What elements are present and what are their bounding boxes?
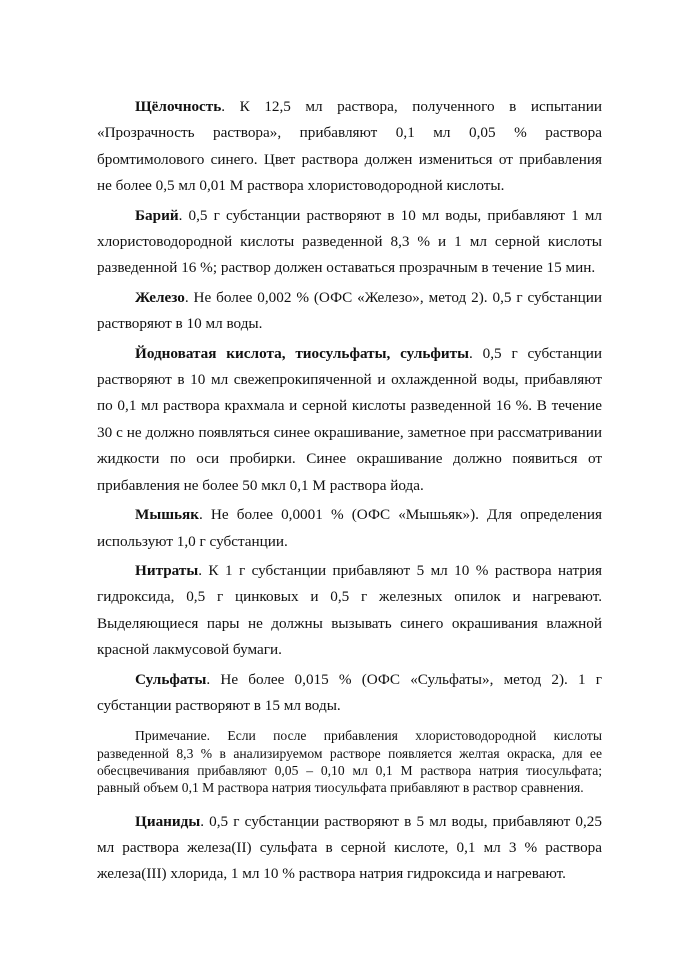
text-sulfates: . Не более 0,015 % (ОФС «Сульфаты», метод 2). 1 г субстанции растворяют в 15 мл воды. <box>97 670 602 714</box>
text-nitrates: . К 1 г субстанции прибавляют 5 мл 10 % раствора натрия гидроксида, 0,5 г цинковых и 0,5 г железных опилок и нагревают. Выделяющиеся пары не должны вызывать синего окрашивания влажной красной лакмусовой бумаги. <box>97 561 602 659</box>
paragraph-arsenic <box>97 502 602 555</box>
text-iodic-acid: . 0,5 г субстанции растворяют в 10 мл свежепрокипяченной и охлажденной воды, прибавляют по 0,1 мл раствора крахмала и серной кислоты разведенной 16 %. В течение 30 с не должно появляться синее окрашивание, заметное при рассматривании жидкости по оси пробирки. Синее окрашивание должно появиться от прибавления не более 50 мкл 0,1 М раствора йода. <box>97 344 602 494</box>
text-alkalinity: . К 12,5 мл раствора, полученного в испытании «Прозрачность раствора», прибавляют 0,1 мл 0,05 % раствора бромтимолового синего. Цвет раствора должен измениться от прибавления не более 0,5 мл 0,01 М раствора хлористоводородной кислоты. <box>97 98 602 195</box>
text-iron: . Не более 0,002 % (ОФС «Железо», метод 2). 0,5 г субстанции растворяют в 10 мл воды. <box>97 288 602 333</box>
heading-sulfates: Сульфаты <box>135 670 207 688</box>
note-paragraph: Примечание. Если после прибавления хлористоводородной кислоты разведенной 8,3 % в анализируемом растворе появляется желтая окраска, для ее обесцвечивания прибавляют 0,05 – 0,10 мл 0,1 М раствора натрия тиосульфата; равный объем 0,1 М раствора натрия тиосульфата прибавляют в раствор сравнения. <box>97 728 602 796</box>
heading-iodic-acid: Йодноватая кислота, тиосульфаты, сульфиты <box>135 344 469 362</box>
text-barium: . 0,5 г субстанции растворяют в 10 мл воды, прибавляют 1 мл хлористоводородной кислоты разведенной 8,3 % и 1 мл серной кислоты разведенной 16 %; раствор должен оставаться прозрачным в течение 15 мин. <box>97 206 602 277</box>
heading-iron: Железо <box>135 288 185 306</box>
paragraph-iron <box>97 285 602 338</box>
text-cyanides: . 0,5 г субстанции растворяют в 5 мл воды, прибавляют 0,25 мл раствора железа(II) сульфата в серной кислоте, 0,1 мл 3 % раствора железа(III) хлорида, 1 мл 10 % раствора натрия гидроксида и нагревают. <box>97 812 602 883</box>
heading-alkalinity: Щёлочность <box>135 98 222 115</box>
paragraph-sulfates <box>97 667 602 720</box>
heading-barium: Барий <box>135 206 179 224</box>
paragraph-barium <box>97 203 602 282</box>
paragraph-iodic-acid <box>97 341 602 499</box>
heading-arsenic: Мышьяк <box>135 506 200 524</box>
heading-cyanides: Цианиды <box>135 812 201 830</box>
heading-nitrates: Нитраты <box>135 561 199 579</box>
text-arsenic: . Не более 0,0001 % (ОФС «Мышьяк»). Для определения используют 1,0 г субстанции. <box>97 506 602 550</box>
paragraph-alkalinity <box>97 94 602 200</box>
paragraph-cyanides <box>97 809 602 888</box>
paragraph-nitrates <box>97 558 602 664</box>
